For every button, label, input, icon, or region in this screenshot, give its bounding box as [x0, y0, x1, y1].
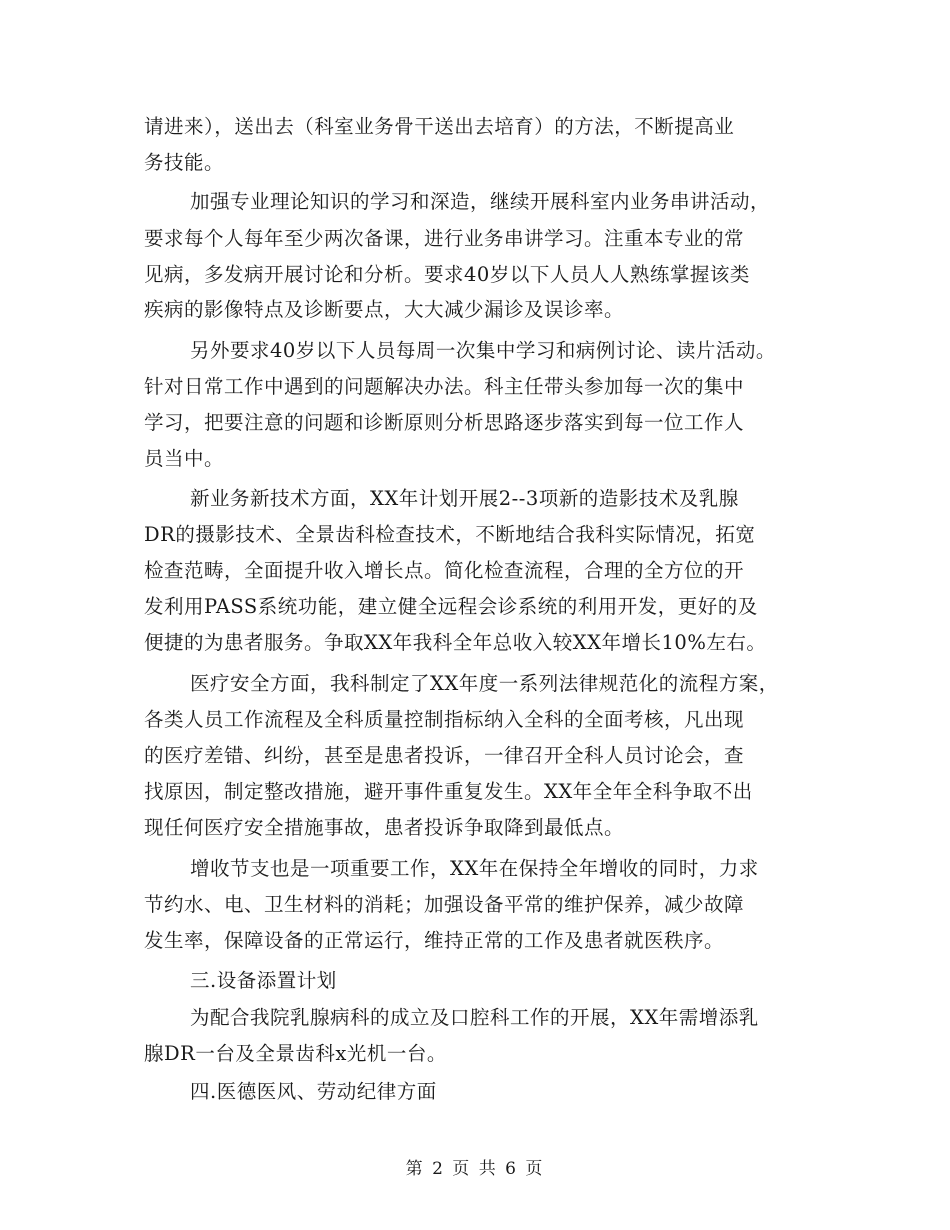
- text-line: 请进来），送出去（科室业务骨干送出去培育）的方法，不断提高业: [144, 115, 735, 138]
- section-heading: 三.设备添置计划: [190, 969, 337, 992]
- text-line: 疾病的影像特点及诊断要点，大大减少漏诊及误诊率。: [144, 298, 625, 321]
- paragraph-start: 增收节支也是一项重要工作，XX年在保持全年增收的同时，力求: [190, 857, 759, 880]
- text-line: 员当中。: [144, 447, 225, 470]
- text-line: 找原因，制定整改措施，避开事件重复发生。XX年全年全科争取不出: [144, 780, 753, 803]
- text-line: 见病，多发病开展讨论和分析。要求40岁以下人员人人熟练掌握该类: [144, 263, 750, 286]
- text-line: 的医疗差错、纠纷，甚至是患者投诉，一律召开全科人员讨论会，查: [144, 744, 745, 767]
- text-line: 针对日常工作中遇到的问题解决办法。科主任带头参加每一次的集中: [144, 375, 745, 398]
- text-line: DR的摄影技术、全景齿科检查技术，不断地结合我科实际情况，拓宽: [144, 523, 756, 546]
- paragraph-start: 新业务新技术方面，XX年计划开展2--3项新的造影技术及乳腺: [190, 487, 739, 510]
- text-line: 发利用PASS系统功能，建立健全远程会诊系统的利用开发，更好的及: [144, 595, 758, 618]
- text-line: 现任何医疗安全措施事故，患者投诉争取降到最低点。: [144, 816, 625, 839]
- text-line: 各类人员工作流程及全科质量控制指标纳入全科的全面考核，凡出现: [144, 708, 745, 731]
- text-line: 腺DR一台及全景齿科x光机一台。: [144, 1042, 447, 1065]
- paragraph-start: 加强专业理论知识的学习和深造，继续开展科室内业务串讲活动，: [190, 190, 771, 213]
- text-line: 要求每个人每年至少两次备课，进行业务串讲学习。注重本专业的常: [144, 227, 745, 250]
- text-line: 学习，把要注意的问题和诊断原则分析思路逐步落实到每一位工作人: [144, 411, 745, 434]
- paragraph-start: 另外要求40岁以下人员每周一次集中学习和病例讨论、读片活动。: [190, 339, 776, 362]
- paragraph-start: 医疗安全方面，我科制定了XX年度一系列法律规范化的流程方案，: [190, 672, 779, 695]
- text-line: 务技能。: [144, 151, 225, 174]
- text-line: 便捷的为患者服务。争取XX年我科全年总收入较XX年增长10%左右。: [144, 631, 767, 654]
- text-line: 检查范畴，全面提升收入增长点。简化检查流程，合理的全方位的开: [144, 559, 745, 582]
- paragraph-start: 为配合我院乳腺病科的成立及口腔科工作的开展，XX年需增添乳: [190, 1006, 759, 1029]
- text-line: 发生率，保障设备的正常运行，维持正常的工作及患者就医秩序。: [144, 929, 725, 952]
- section-heading: 四.医德医风、劳动纪律方面: [190, 1080, 437, 1103]
- text-line: 节约水、电、卫生材料的消耗；加强设备平常的维护保养，减少故障: [144, 893, 745, 916]
- page-footer: 第 2 页 共 6 页: [405, 1159, 545, 1179]
